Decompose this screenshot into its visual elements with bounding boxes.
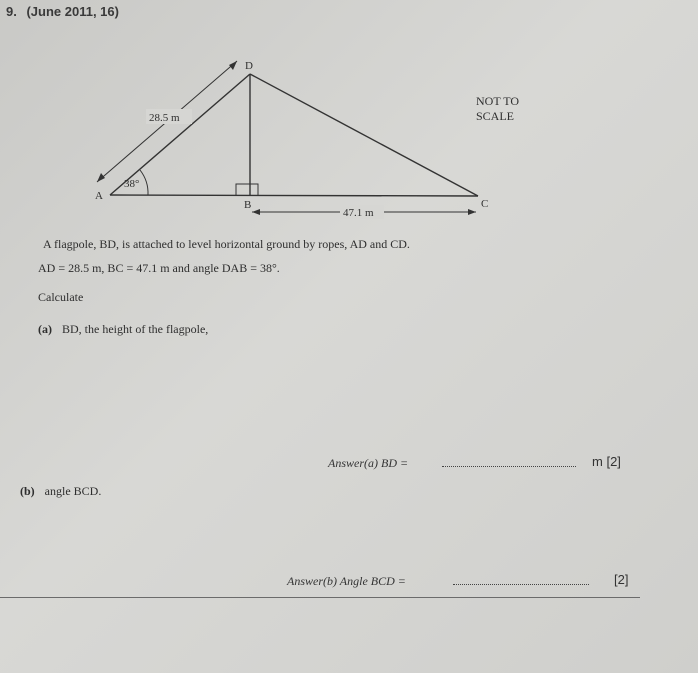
- part-a-text: BD, the height of the flagpole,: [62, 322, 209, 336]
- calculate-text: Calculate: [38, 290, 84, 304]
- part-a-marks: [2]: [606, 454, 621, 469]
- ad-arrow-end: [229, 61, 237, 70]
- part-a-answer-field[interactable]: [442, 466, 576, 467]
- not-to-scale-line1: NOT TO: [476, 94, 520, 108]
- rope-cd: [250, 74, 478, 196]
- part-b-marks: [2]: [614, 572, 629, 587]
- question-source: (June 2011, 16): [26, 4, 119, 19]
- part-b-question: [20, 484, 101, 499]
- label-b: B: [244, 199, 252, 211]
- label-angle: 38°: [124, 178, 140, 190]
- part-a-question: [38, 322, 208, 337]
- part-b-answer-label: Answer(b) Angle BCD =: [287, 574, 406, 588]
- not-to-scale-line2: SCALE: [476, 109, 515, 123]
- part-a-unit-marks: [592, 454, 621, 469]
- label-a: A: [95, 190, 103, 202]
- part-a-label: (a): [38, 322, 52, 336]
- question-number: 9.: [6, 4, 17, 19]
- part-b-text: angle BCD.: [44, 484, 102, 498]
- label-bc-length: 47.1 m: [343, 207, 374, 219]
- label-ad-length: 28.5 m: [149, 112, 180, 124]
- givens-text: AD = 28.5 m, BC = 47.1 m and angle DAB = 38°.: [38, 261, 280, 275]
- part-a-unit: m: [592, 454, 603, 469]
- ground-line: [110, 195, 478, 196]
- bc-arrow-start: [252, 209, 260, 215]
- flagpole-diagram: [0, 0, 698, 240]
- angle-arc: [140, 170, 148, 195]
- bottom-rule: [0, 597, 640, 598]
- part-b-answer-field[interactable]: [453, 584, 589, 585]
- right-angle-mark: [236, 184, 258, 195]
- label-d: D: [245, 60, 253, 72]
- label-c: C: [481, 198, 489, 210]
- rope-ad: [110, 74, 250, 195]
- bc-arrow-end: [468, 209, 476, 215]
- ad-arrow-start: [97, 173, 105, 182]
- part-b-label: (b): [20, 484, 35, 498]
- part-a-answer-label: Answer(a) BD =: [328, 456, 409, 470]
- intro-text: A flagpole, BD, is attached to level horizontal ground by ropes, AD and CD.: [43, 237, 410, 251]
